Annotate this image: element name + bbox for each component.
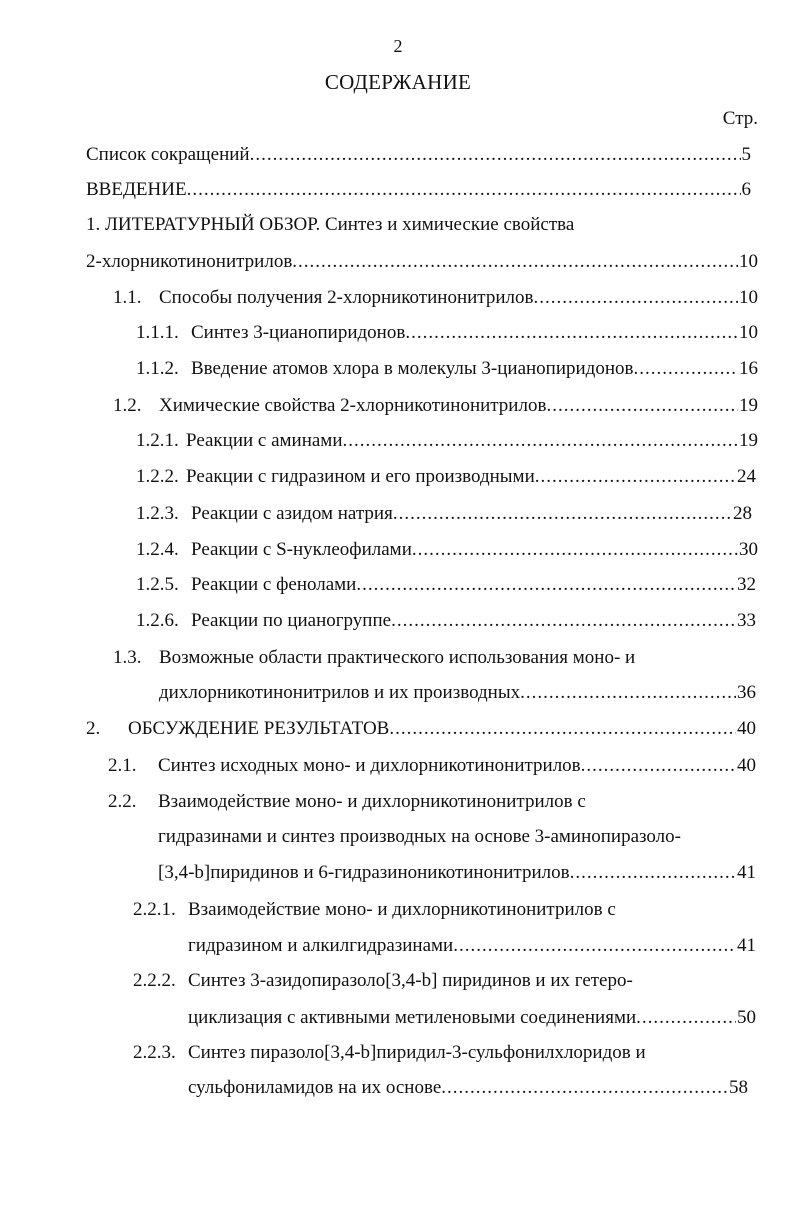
toc-entry-text: Введение атомов хлора в молекулы 3-цианопиридонов — [191, 358, 634, 379]
toc-entry-number: 1.1.1. — [136, 322, 179, 343]
toc-entry-number: 2. — [86, 718, 101, 739]
toc-entry-number: 2.2.3. — [133, 1042, 176, 1063]
toc-entry — [113, 646, 635, 670]
toc-entry-page: 50 — [737, 1007, 756, 1028]
toc-entry — [133, 969, 633, 993]
toc-entry-number: 1.1. — [113, 287, 142, 308]
toc-entry — [136, 502, 752, 526]
toc-entry-text: Синтез 3-азидопиразоло[3,4-b] пиридинов и их гетеро- — [188, 970, 633, 991]
toc-entry-text: [3,4-b]пиридинов и 6-гидразиноникотинонитрилов — [158, 862, 570, 883]
toc-entry — [86, 717, 756, 741]
toc-entry-number: 1.2. — [113, 395, 142, 416]
toc-entry — [158, 825, 681, 849]
toc-entry-number: 2.2. — [108, 791, 137, 812]
toc-entry-number: 2.2.2. — [133, 970, 176, 991]
toc-entry-page: 24 — [737, 466, 756, 487]
toc-entry-text: 1. ЛИТЕРАТУРНЫЙ ОБЗОР. Синтез и химические свойства — [86, 214, 575, 235]
toc-entry-text: Синтез 3-цианопиридонов — [191, 322, 406, 343]
toc-entry-text: Взаимодействие моно- и дихлорникотинонитрилов с — [188, 899, 616, 920]
toc-entry — [113, 394, 758, 418]
toc-entry-text: Реакции с гидразином и его производными — [186, 466, 535, 487]
toc-entry-text: Способы получения 2-хлорникотинонитрилов — [159, 287, 534, 308]
toc-entry-text: циклизация с активными метиленовыми соединениями — [188, 1007, 637, 1028]
page-title: СОДЕРЖАНИЕ — [324, 70, 472, 94]
toc-entry-text: Список сокращений — [86, 144, 250, 165]
toc-entry-number: 1.2.1. — [136, 430, 179, 451]
toc-entry — [136, 321, 758, 345]
toc-entry-text: гидразином и алкилгидразинами — [188, 935, 454, 956]
toc-entry-text: Взаимодействие моно- и дихлорникотинонитрилов с — [158, 791, 586, 812]
toc-entry — [136, 538, 758, 562]
toc-entry-number: 2.1. — [108, 755, 137, 776]
toc-entry-text: Реакции с фенолами — [191, 574, 357, 595]
toc-entry-text: Реакции с S-нуклеофилами — [191, 539, 412, 560]
toc-entry-page: 10 — [739, 251, 758, 272]
toc-entry-text: Реакции по цианогруппе — [191, 610, 392, 631]
page-number: 2 — [393, 36, 403, 56]
toc-entry — [113, 286, 758, 310]
toc-entry — [136, 609, 756, 633]
toc-entry-page: 33 — [737, 610, 756, 631]
toc-entry-page: 16 — [739, 358, 758, 379]
toc-entry-page: 41 — [737, 862, 756, 883]
toc-entry-page: 41 — [737, 935, 756, 956]
toc-entry-number: 1.2.3. — [136, 503, 179, 524]
toc-entry — [133, 898, 616, 922]
toc-entry-text: Синтез исходных моно- и дихлорникотинонитрилов — [158, 755, 581, 776]
toc-entry — [159, 681, 756, 705]
toc-entry — [158, 861, 756, 885]
toc-entry — [188, 1076, 748, 1100]
toc-entry-page: 40 — [737, 718, 756, 739]
toc-entry-text: 2-хлорникотинонитрилов — [86, 251, 293, 272]
toc-entry — [108, 754, 756, 778]
toc-entry — [136, 465, 756, 489]
toc-entry — [188, 1006, 756, 1030]
toc-entry — [86, 250, 758, 274]
toc-entry-text: ОБСУЖДЕНИЕ РЕЗУЛЬТАТОВ — [128, 718, 390, 739]
toc-entry-page: 19 — [739, 395, 758, 416]
toc-entry — [136, 573, 756, 597]
toc-entry-text: сульфониламидов на их основе — [188, 1077, 442, 1098]
toc-entry-page: 36 — [737, 682, 756, 703]
toc-entry-page: 5 — [741, 144, 751, 165]
toc-entry — [86, 143, 751, 167]
toc-entry-page: 19 — [739, 430, 758, 451]
toc-entry-text: Реакции с азидом натрия — [191, 503, 393, 524]
toc-entry-text: гидразинами и синтез производных на основе 3-аминопиразоло- — [158, 826, 681, 847]
toc-entry-text: Возможные области практического использования моно- и — [159, 647, 636, 668]
toc-entry-page: 28 — [733, 503, 752, 524]
toc-entry-number: 2.2.1. — [133, 899, 176, 920]
toc-entry-page: 10 — [739, 322, 758, 343]
toc-entry-page: 30 — [739, 539, 758, 560]
toc-entry-page: 58 — [729, 1077, 748, 1098]
toc-entry-text: ВВЕДЕНИЕ — [86, 179, 187, 200]
toc-entry-page: 10 — [739, 287, 758, 308]
toc-entry — [188, 934, 756, 958]
toc-entry — [136, 429, 758, 453]
toc-entry — [133, 1041, 646, 1065]
toc-entry-number: 1.3. — [113, 647, 142, 668]
toc-entry-text: Синтез пиразоло[3,4-b]пиридил-3-сульфонилхлоридов и — [188, 1042, 646, 1063]
toc-entry-page: 6 — [741, 179, 751, 200]
toc-entry-number: 1.2.6. — [136, 610, 179, 631]
toc-entry-number: 1.1.2. — [136, 358, 179, 379]
toc-entry-number: 1.2.4. — [136, 539, 179, 560]
toc-entry-page: 40 — [737, 755, 756, 776]
toc-entry-text: Реакции с аминами — [186, 430, 343, 451]
toc-entry-page: 32 — [737, 574, 756, 595]
toc-entry-number: 1.2.5. — [136, 574, 179, 595]
toc-entry-text: Химические свойства 2-хлорникотинонитрилов — [159, 395, 547, 416]
toc-entry — [86, 213, 574, 237]
toc-entry — [136, 357, 758, 381]
toc-entry — [108, 790, 586, 814]
toc-entry — [86, 178, 751, 202]
toc-entry-text: дихлорникотинонитрилов и их производных — [159, 682, 521, 703]
page-column-label: Стр. — [722, 108, 758, 129]
toc-entry-number: 1.2.2. — [136, 466, 179, 487]
